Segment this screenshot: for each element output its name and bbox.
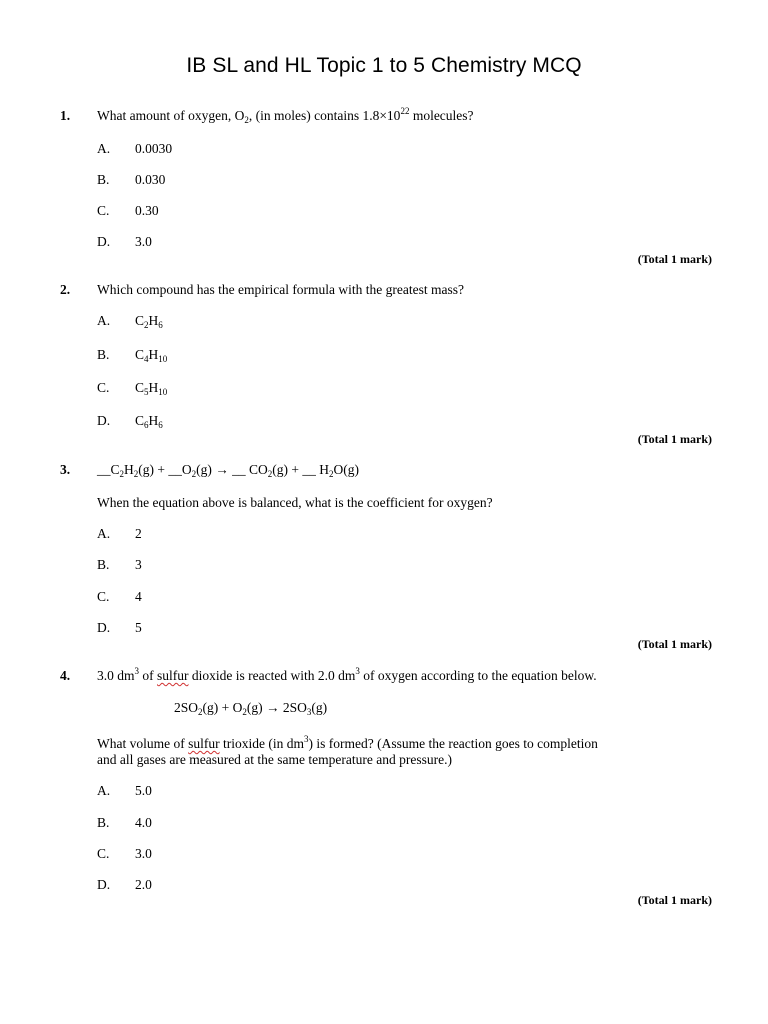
question-number: 4. <box>60 668 71 683</box>
question-stem: When the equation above is balanced, what is the coefficient for oxygen? <box>97 495 493 510</box>
option-c-text: 0.30 <box>135 203 159 218</box>
question-stem: 3.0 $dm^3$ of sulfur dioxide is reacted with 2.0 $dm^3$ of oxygen according to the equation below. <box>97 666 597 683</box>
question-text-line-1: What volume of sulfur trioxide (in $dm^3$) is formed? (Assume the reaction goes to completion <box>97 734 598 751</box>
option-letter: A. <box>97 141 111 156</box>
option-letter: B. <box>97 557 110 572</box>
option-d-text: 2.0 <box>135 877 152 892</box>
option-d-formula: $C_6H_6$ <box>135 413 163 430</box>
option-letter: C. <box>97 846 110 861</box>
option-letter: A. <box>97 526 111 541</box>
question-stem: What amount of oxygen, $O_2$, (in moles) contains $1.8\times 10^{22}$ molecules? <box>97 106 474 125</box>
spellcheck-word: sulfur <box>157 668 189 683</box>
spellcheck-word: sulfur <box>188 736 220 751</box>
option-letter: C. <box>97 203 110 218</box>
page-title: IB SL and HL Topic 1 to 5 Chemistry MCQ <box>186 54 582 77</box>
option-a-text: 5.0 <box>135 783 152 798</box>
option-d-text: 3.0 <box>135 234 152 249</box>
option-c-formula: $C_5H_{10}$ <box>135 380 168 397</box>
question-text-line-2: and all gases are measured at the same temperature and pressure.) <box>97 752 452 767</box>
total-mark-label: (Total 1 mark) <box>637 637 712 651</box>
option-letter: B. <box>97 815 110 830</box>
option-letter: B. <box>97 347 110 362</box>
option-letter: A. <box>97 313 111 328</box>
option-letter: A. <box>97 783 111 798</box>
question-number: 2. <box>60 282 71 297</box>
option-b-formula: $C_4H_{10}$ <box>135 347 168 364</box>
chemical-equation: $\_\_C_2H_2(g)$ + $\_\_O_2(g)$ → __ $CO_2(g)$ + __ $H_2O(g)$ <box>97 462 359 479</box>
total-mark-label: (Total 1 mark) <box>637 252 712 266</box>
option-letter: B. <box>97 172 110 187</box>
option-d-text: 5 <box>135 620 142 635</box>
option-a-text: 0.0030 <box>135 141 173 156</box>
option-a-text: 2 <box>135 526 142 541</box>
option-b-text: 0.030 <box>135 172 166 187</box>
option-letter: C. <box>97 380 110 395</box>
total-mark-label: (Total 1 mark) <box>637 432 712 446</box>
question-stem: Which compound has the empirical formula with the greatest mass? <box>97 282 465 297</box>
question-number: 1. <box>60 108 71 123</box>
total-mark-label: (Total 1 mark) <box>637 893 712 907</box>
question-number: 3. <box>60 462 71 477</box>
option-letter: D. <box>97 620 111 635</box>
chemical-equation: $2SO_2(g) + O_2(g) \to 2SO_3(g)$ <box>174 700 328 717</box>
option-c-text: 3.0 <box>135 846 152 861</box>
option-a-formula: $C_2H_6$ <box>135 313 163 330</box>
option-letter: D. <box>97 234 111 249</box>
option-letter: C. <box>97 589 110 604</box>
option-b-text: 3 <box>135 557 142 572</box>
option-letter: D. <box>97 877 111 892</box>
option-letter: D. <box>97 413 111 428</box>
option-b-text: 4.0 <box>135 815 152 830</box>
option-c-text: 4 <box>135 589 142 604</box>
